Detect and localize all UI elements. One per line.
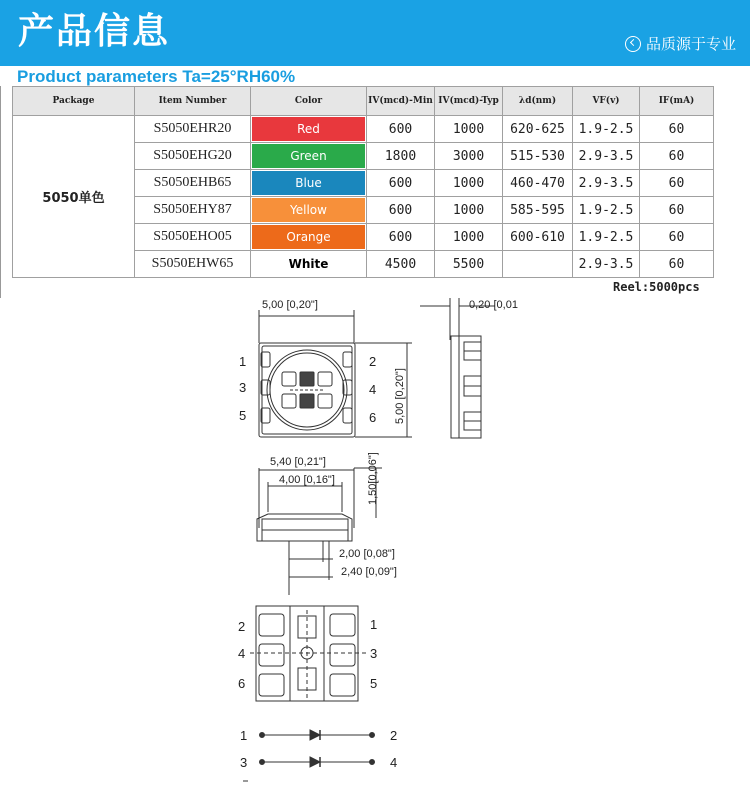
top-view [259,310,412,437]
column-header: IV(mcd)-Typ [435,87,503,116]
color-cell [251,224,367,251]
iv-typ: 1000 [435,116,503,143]
vf: 1.9-2.5 [573,224,640,251]
vf: 2.9-3.5 [573,143,640,170]
iv-min: 600 [367,224,435,251]
color-cell [251,251,367,278]
vf: 2.9-3.5 [573,170,640,197]
iv-typ: 1000 [435,224,503,251]
tagline-text: 品质源于专业 [645,35,736,53]
reel-quantity: Reel:5000pcs [613,280,700,294]
dim-top-width: 5,00 [0,20"] [262,299,318,311]
dim-side-thickness: 0,20 [0,01 [469,299,518,311]
iv-typ: 5500 [435,251,503,278]
dim-front-inner: 4,00 [0,16"] [279,474,335,486]
item-number: S5050EHR20 [135,116,251,143]
page-title: 产品信息 [18,11,171,52]
bottom-pin-label: 6 [238,676,246,691]
item-number: S5050EHO05 [135,224,251,251]
column-header: IV(mcd)-Min [367,87,435,116]
iv-min: 1800 [367,143,435,170]
color-cell [251,116,367,143]
color-cell [251,170,367,197]
circuit-pin-label: 1 [240,728,248,743]
iv-min: 4500 [367,251,435,278]
iv-min: 600 [367,197,435,224]
top-pin-label: 6 [369,410,377,425]
dim-front-width: 5,40 [0,21"] [270,456,326,468]
iv-typ: 1000 [435,170,503,197]
wavelength: 620-625 [503,116,573,143]
column-header: Color [251,87,367,116]
parameters-table [12,86,714,278]
front-view [257,468,382,595]
if: 60 [640,251,714,278]
item-number: S5050EHG20 [135,143,251,170]
bottom-pin-label: 4 [238,646,246,661]
wavelength: 515-530 [503,143,573,170]
bottom-pin-label: 2 [238,619,246,634]
top-pin-label: 3 [239,380,247,395]
color-chip: Orange [252,225,365,249]
side-view [420,298,495,438]
column-header: Item Number [135,87,251,116]
header-banner [0,0,750,66]
color-cell [251,197,367,224]
table-header-row [13,87,714,116]
color-chip: White [252,252,365,276]
vf: 2.9-3.5 [573,251,640,278]
column-header: IF(mA) [640,87,714,116]
wavelength: 460-470 [503,170,573,197]
circuit-diagram [243,730,375,781]
item-number: S5050EHY87 [135,197,251,224]
column-header: λd(nm) [503,87,573,116]
bottom-view [250,606,366,701]
top-pin-label: 2 [369,354,377,369]
bottom-pin-label: 5 [370,676,378,691]
color-chip: Yellow [252,198,365,222]
iv-min: 600 [367,170,435,197]
color-chip: Green [252,144,365,168]
if: 60 [640,170,714,197]
wavelength [503,251,573,278]
package-cell: 5050单色 [13,116,135,278]
color-chip: Red [252,117,365,141]
dim-top-height: 5,00 [0,20"] [394,368,406,424]
dim-front-a: 2,00 [0,08"] [339,548,395,560]
wavelength: 600-610 [503,224,573,251]
color-cell [251,143,367,170]
iv-typ: 1000 [435,197,503,224]
table-row [13,116,714,143]
circuit-pin-label: 2 [390,728,398,743]
dim-front-b: 2,40 [0,09"] [341,566,397,578]
column-header: VF(v) [573,87,640,116]
if: 60 [640,197,714,224]
top-pin-label: 1 [239,354,247,369]
if: 60 [640,116,714,143]
if: 60 [640,143,714,170]
iv-min: 600 [367,116,435,143]
wavelength: 585-595 [503,197,573,224]
vf: 1.9-2.5 [573,116,640,143]
iv-typ: 3000 [435,143,503,170]
top-pin-label: 5 [239,408,247,423]
color-chip: Blue [252,171,365,195]
circuit-pin-label: 3 [240,755,248,770]
vf: 1.9-2.5 [573,197,640,224]
item-number: S5050EHW65 [135,251,251,278]
tagline [625,33,736,54]
dim-front-height: 1,50[0,06"] [367,452,379,505]
item-number: S5050EHB65 [135,170,251,197]
column-header: Package [13,87,135,116]
section-subtitle: Product parameters Ta=25°RH60% [17,67,296,86]
if: 60 [640,224,714,251]
bottom-pin-label: 3 [370,646,378,661]
circle-chevron-left-icon [625,36,641,52]
circuit-pin-label: 4 [390,755,398,770]
bottom-pin-label: 1 [370,617,378,632]
left-divider [0,86,1,298]
top-pin-label: 4 [369,382,377,397]
